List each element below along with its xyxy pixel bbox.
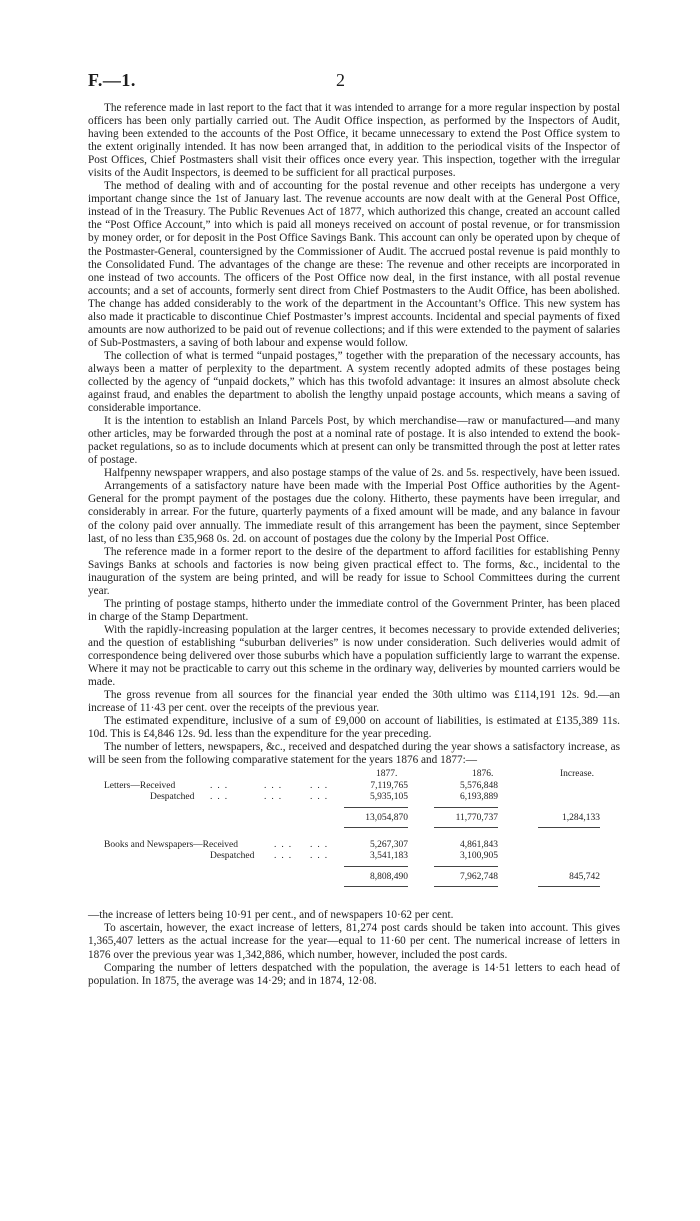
leader-dots: ... xyxy=(274,840,297,851)
letters-received-1876: 5,576,848 xyxy=(460,781,498,792)
column-header-1877: 1877. xyxy=(376,769,398,780)
leader-dots: ... xyxy=(264,792,287,803)
sum-rule xyxy=(344,866,408,867)
leader-dots: ... xyxy=(310,851,333,862)
paragraph-gross-revenue: The gross revenue from all sources for the financial year ended the 30th ultimo was £114,191 12s. 9d.—an increase of 11·43 per cent. over the receipts of the previous year. xyxy=(88,689,620,715)
books-received-1876: 4,861,843 xyxy=(460,840,498,851)
books-despatched-1876: 3,100,905 xyxy=(460,851,498,862)
books-despatched-label: Despatched xyxy=(210,851,255,862)
closing-text xyxy=(88,909,620,987)
column-header-1876: 1876. xyxy=(472,769,494,780)
paragraph-comparative-intro: The number of letters, newspapers, &c., received and despatched during the year shows a satisfactory increase, as will be seen from the following comparative statement for the years 1876 and 1877:— xyxy=(88,741,620,767)
paragraph-increase-percent: —the increase of letters being 10·91 per cent., and of newspapers 10·62 per cent. xyxy=(88,909,454,922)
letters-despatched-1876: 6,193,889 xyxy=(460,792,498,803)
sum-rule xyxy=(344,807,408,808)
books-received-label: Books and Newspapers—Received xyxy=(104,840,239,851)
paragraph-unpaid-postages: The collection of what is termed “unpaid postages,” together with the preparation of the necessary accounts, has always been a matter of perplexity to the department. A system recently adopted admits of these postages being collected by the agency of “unpaid dockets,” which has this twofold advantage: it insures an almost absolute check against fraud, and enables the department to abolish the lengthy unpaid postage accounts, which means a saving of considerable importance. xyxy=(88,349,620,415)
letters-total-1876: 11,770,737 xyxy=(455,813,498,824)
leader-dots: ... xyxy=(310,781,333,792)
paragraph-letters-per-head: Comparing the number of letters despatched with the population, the average is 14·51 letters to each head of population. In 1875, the average was 14·29; and in 1874, 12·08. xyxy=(88,961,620,987)
document-reference: F.—1. xyxy=(88,70,136,90)
books-total-1877: 8,808,490 xyxy=(370,872,408,883)
document-page xyxy=(88,70,620,988)
books-received-1877: 5,267,307 xyxy=(370,840,408,851)
column-header-increase: Increase. xyxy=(560,769,595,780)
leader-dots: ... xyxy=(310,840,333,851)
paragraph-inspection: The reference made in last report to the fact that it was intended to arrange for a more regular inspection by postal officers has been only partially carried out. The Audit Office inspection, as performed by the Inspectors of Audit, having been extended to the accounts of the Post Office, it became unnecessary to extend the Post Office system to the extent originally intended. It has now been arranged that, in addition to the periodical visits of the Inspector of Post Offices, Chief Postmasters shall visit their offices once every year. This inspection, together with the irregular visits of the Audit Inspectors, is deemed to be sufficient for all practical purposes. xyxy=(88,102,620,180)
paragraph-imperial-postages: Arrangements of a satisfactory nature have been made with the Imperial Post Office authorities by the Agent-General for the prompt payment of the postages due the colony. Hitherto, these payments have been irregular, and considerably in arrear. For the future, quarterly payments of a fixed amount will be made, and any balance in favour of the colony paid over annually. The immediate result of this arrangement has been the payment, since September last, of no less than £35,968 0s. 2d. on account of postages due the colony by the Imperial Post Office. xyxy=(88,480,620,545)
sum-rule xyxy=(434,827,498,828)
letters-despatched-1877: 5,935,105 xyxy=(370,792,408,803)
leader-dots: ... xyxy=(264,781,287,792)
sum-rule xyxy=(538,827,600,828)
letters-total-1877: 13,054,870 xyxy=(365,813,408,824)
books-total-1876: 7,962,748 xyxy=(460,872,498,883)
letters-received-1877: 7,119,765 xyxy=(370,781,408,792)
sum-rule xyxy=(434,886,498,887)
paragraph-parcels-post: It is the intention to establish an Inland Parcels Post, by which merchandise—raw or manufactured—and many other articles, may be forwarded through the post at a nominal rate of postage. It is also intended to extend the book-packet regulations, so as to include documents which at present can only be transmitted through the post at letter rates of postage. xyxy=(88,415,620,467)
page-number: 2 xyxy=(336,70,345,90)
paragraph-stamp-printing: The printing of postage stamps, hitherto under the immediate control of the Government Printer, has been placed in charge of the Stamp Department. xyxy=(88,597,620,623)
paragraph-post-cards: To ascertain, however, the exact increase of letters, 81,274 post cards should be taken into account. This gives 1,365,407 letters as the actual increase for the year—equal to 11·60 per cent. The numerical increase of letters in 1876 over the previous year was 1,342,886, which number, however, included the post cards. xyxy=(88,922,620,961)
body-text xyxy=(88,102,620,988)
paragraph-expenditure: The estimated expenditure, inclusive of a sum of £9,000 on account of liabilities, is estimated at £135,389 11s. 10d. This is £4,846 12s. 9d. less than the expenditure for the year preceding. xyxy=(88,715,620,741)
letters-received-label: Letters—Received xyxy=(104,781,176,792)
books-increase: 845,742 xyxy=(569,872,600,883)
paragraph-suburban-deliveries: With the rapidly-increasing population at the larger centres, it becomes necessary to provide extended deliveries; and the question of establishing “suburban deliveries” is now under consideration. Such deliveries would admit of correspondence being delivered over those suburbs which have a population sufficiently large to warrant the expense. Where it may not be practicable to carry out this scheme in the ordinary way, deliveries by mounted carriers would be made. xyxy=(88,623,620,689)
letters-increase: 1,284,133 xyxy=(562,813,600,824)
paragraph-wrappers-stamps: Halfpenny newspaper wrappers, and also postage stamps of the value of 2s. and 5s. respectively, have been issued. xyxy=(104,467,620,480)
paragraph-revenue-accounting: The method of dealing with and of accounting for the postal revenue and other receipts has undergone a very important change since the 1st of January last. The revenue accounts are now dealt with at the General Post Office, instead of in the Treasury. The Public Revenues Act of 1877, which authorized this change, created an account called the “Post Office Account,” into which is paid all moneys received on account of postal revenue, or for transmission by money order, or for deposit in the Post Office Savings Bank. This account can only be operated upon by cheque of the Postmaster-General, countersigned by the Commissioner of Audit. The accrued postal revenue is paid monthly to the Consolidated Fund. The advantages of the change are these: The revenue and other receipts are incorporated in one instead of two accounts. The officers of the Post Office now deal, in the first instance, with all postal revenue accounts; and a set of accounts, formerly sent direct from Chief Postmasters to the Audit Office, has been abolished. The change has added considerably to the work of the department in the Accountant’s Office. This new system has also made it practicable to discontinue Chief Postmaster’s imprest accounts. Incidental and special payments of fixed amounts are now authorized to be paid out of revenue collections; and if this were extended to the payment of salaries of Sub-Postmasters, a saving of both labour and expense would follow. xyxy=(88,180,620,349)
leader-dots: ... xyxy=(310,792,333,803)
sum-rule xyxy=(344,827,408,828)
leader-dots: ... xyxy=(274,851,297,862)
paragraph-savings-banks: The reference made in a former report to the desire of the department to afford facilities for establishing Penny Savings Banks at schools and factories is now being given practical effect to. The forms, &c., incidental to the inauguration of the system are being printed, and will be ready for issue to School Committees during the current year. xyxy=(88,545,620,597)
page-header xyxy=(88,70,620,96)
sum-rule xyxy=(344,886,408,887)
leader-dots: ... xyxy=(210,781,233,792)
leader-dots: ... xyxy=(210,792,233,803)
books-despatched-1877: 3,541,183 xyxy=(370,851,408,862)
sum-rule xyxy=(434,807,498,808)
sum-rule xyxy=(538,886,600,887)
letters-despatched-label: Despatched xyxy=(150,792,195,803)
sum-rule xyxy=(434,866,498,867)
comparative-statistics-table xyxy=(88,767,620,907)
